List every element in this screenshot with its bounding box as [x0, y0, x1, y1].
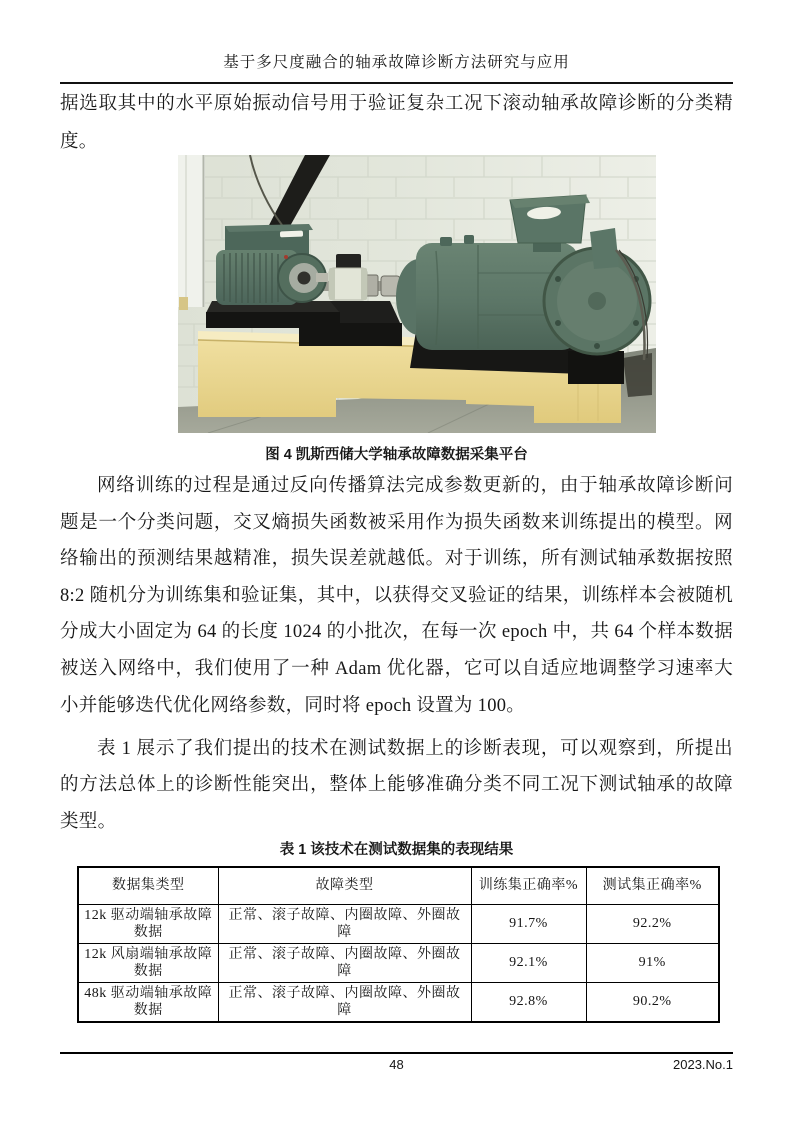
body-paragraph-1: 据选取其中的水平原始振动信号用于验证复杂工况下滚动轴承故障诊断的分类精度。 — [60, 94, 733, 152]
cell-test-accuracy: 92.2% — [586, 904, 719, 943]
running-header-title: 基于多尺度融合的轴承故障诊断方法研究与应用 — [223, 54, 570, 71]
col-header-fault-type: 故障类型 — [218, 867, 471, 904]
footer-rule — [60, 1052, 733, 1054]
body-paragraph-2: 网络训练的过程是通过反向传播算法完成参数更新的，由于轴承故障诊断问题是一个分类问题，交叉熵损失函数被采用作为损失函数来训练提出的模型。网络输出的预测结果越精准，损失误差就越低。对于训练，所有测试轴承数据按照 8:2 随机分为训练集和验证集，其中，以获得交叉验证的结果，训练样本会被随机分成大小固定为 64 的长度 1024 的小批次，在每一次 epoch 中，共 64 个样本数据被送入网络中，我们使用了一种 Adam 优化器，它可以自适应地调整学习速率大小并能够迭代优化网络参数，同时将 epoch 设置为 100。 — [60, 476, 733, 716]
cell-train-accuracy: 92.1% — [471, 943, 586, 982]
results-table — [77, 866, 720, 1023]
cell-fault-type: 正常、滚子故障、内圈故障、外圈故障 — [218, 982, 471, 1022]
table-row — [78, 904, 719, 943]
header-rule — [60, 82, 733, 84]
figure-caption: 图 4 凯斯西储大学轴承故障数据采集平台 — [265, 447, 528, 463]
cell-dataset-type: 12k 风扇端轴承故障数据 — [78, 943, 218, 982]
cell-dataset-type: 48k 驱动端轴承故障数据 — [78, 982, 218, 1022]
cell-dataset-type: 12k 驱动端轴承故障数据 — [78, 904, 218, 943]
cell-train-accuracy: 91.7% — [471, 904, 586, 943]
table-caption: 表 1 该技术在测试数据集的表现结果 — [279, 842, 514, 858]
footer-page-number: 48 — [389, 1057, 404, 1072]
col-header-test-accuracy: 测试集正确率% — [586, 867, 719, 904]
col-header-train-accuracy: 训练集正确率% — [471, 867, 586, 904]
cell-test-accuracy: 90.2% — [586, 982, 719, 1022]
col-header-dataset-type: 数据集类型 — [78, 867, 218, 904]
footer-issue-label: 2023.No.1 — [673, 1057, 733, 1072]
cell-test-accuracy: 91% — [586, 943, 719, 982]
table-row — [78, 943, 719, 982]
cell-train-accuracy: 92.8% — [471, 982, 586, 1022]
table-header-row — [78, 867, 719, 904]
cell-fault-type: 正常、滚子故障、内圈故障、外圈故障 — [218, 904, 471, 943]
cell-fault-type: 正常、滚子故障、内圈故障、外圈故障 — [218, 943, 471, 982]
table-row — [78, 982, 719, 1022]
body-paragraph-3: 表 1 展示了我们提出的技术在测试数据上的诊断表现，可以观察到，所提出的方法总体上的诊断性能突出，整体上能够准确分类不同工况下测试轴承的故障类型。 — [60, 739, 733, 832]
figure-test-rig-photo — [178, 155, 656, 433]
